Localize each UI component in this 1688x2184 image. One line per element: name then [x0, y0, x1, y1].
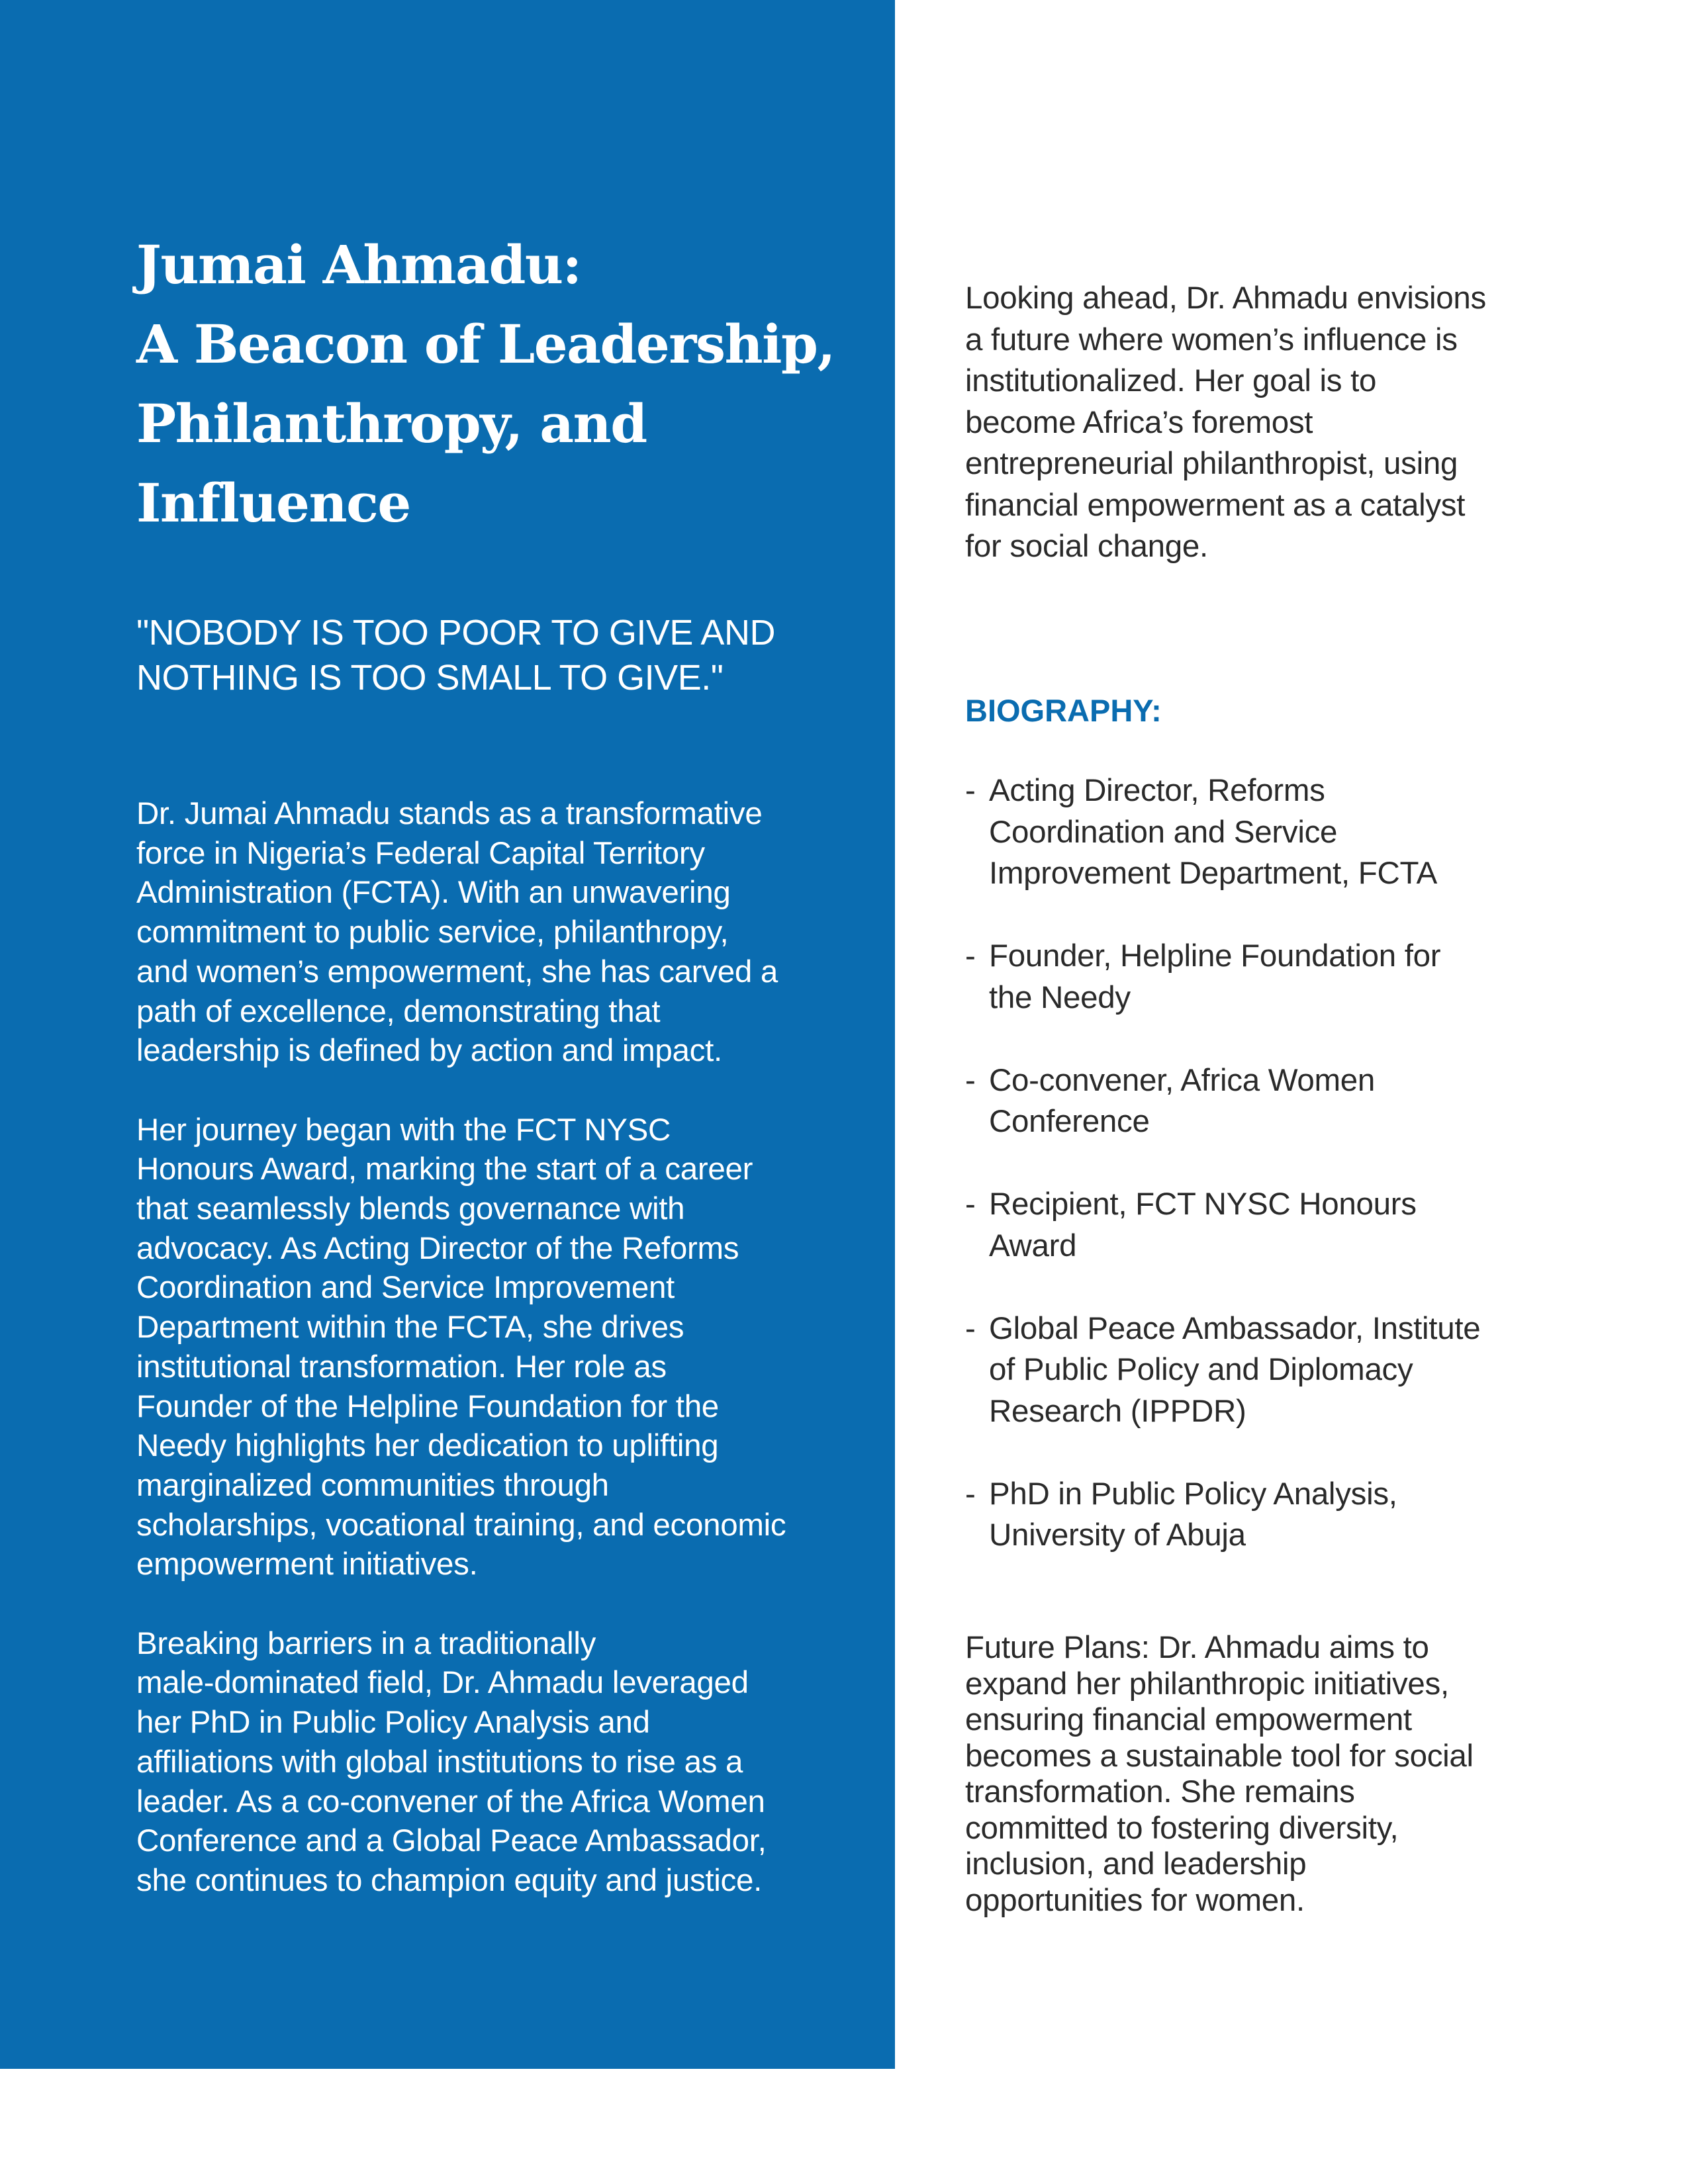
text-line: and women’s empowerment, she has carved a: [136, 954, 778, 989]
text-line: institutionalized. Her goal is to: [965, 363, 1377, 398]
text-line: Coordination and Service: [989, 814, 1338, 850]
text-line: Administration (FCTA). With an unwavering: [136, 875, 731, 911]
text-line: force in Nigeria’s Federal Capital Territory: [136, 835, 705, 871]
text-line: Global Peace Ambassador, Institute: [989, 1310, 1481, 1346]
quote-line: NOTHING IS TOO SMALL TO GIVE.": [136, 658, 724, 698]
text-line: PhD in Public Policy Analysis,: [989, 1476, 1397, 1512]
vision-paragraph: [965, 278, 1660, 568]
text-line: become Africa’s foremost: [965, 404, 1313, 440]
intro-paragraph: [136, 794, 878, 1071]
text-line: advocacy. As Acting Director of the Reforms: [136, 1230, 739, 1266]
text-line: of Public Policy and Diplomacy: [989, 1352, 1413, 1387]
text-line: Acting Director, Reforms: [989, 773, 1325, 808]
text-line: Coordination and Service Improvement: [136, 1270, 675, 1306]
text-line: Department within the FCTA, she drives: [136, 1310, 684, 1345]
list-dash: -: [965, 1062, 976, 1098]
biography-item: [965, 936, 1667, 1019]
biography-item: [965, 1060, 1667, 1143]
title-line: A Beacon of Leadership,: [136, 313, 835, 375]
text-line: scholarships, vocational training, and economic: [136, 1507, 786, 1543]
biography-item: [965, 1308, 1667, 1433]
text-line: Co-convener, Africa Women: [989, 1062, 1376, 1098]
quote-line: "NOBODY IS TOO POOR TO GIVE AND: [136, 613, 775, 653]
text-line: path of excellence, demonstrating that: [136, 993, 661, 1029]
text-line: Dr. Jumai Ahmadu stands as a transformative: [136, 796, 763, 831]
text-line: commitment to public service, philanthropy,: [136, 915, 729, 950]
text-line: leadership is defined by action and impact.: [136, 1033, 722, 1069]
text-line: Her journey began with the FCT NYSC: [136, 1112, 671, 1148]
text-line: University of Abuja: [989, 1518, 1246, 1553]
biography-item: [965, 1184, 1667, 1267]
journey-paragraph: [136, 1111, 878, 1584]
text-line: Improvement Department, FCTA: [989, 856, 1438, 891]
list-dash: -: [965, 773, 976, 808]
text-line: empowerment initiatives.: [136, 1547, 478, 1582]
text-line: Needy highlights her dedication to uplifting: [136, 1428, 719, 1464]
text-line: the Needy: [989, 979, 1131, 1015]
text-line: Research (IPPDR): [989, 1393, 1246, 1429]
text-line: she continues to champion equity and justice.: [136, 1862, 763, 1898]
list-dash: -: [965, 1187, 976, 1222]
list-dash: -: [965, 1476, 976, 1512]
text-line: becomes a sustainable tool for social: [965, 1738, 1474, 1774]
text-line: Looking ahead, Dr. Ahmadu envisions: [965, 281, 1486, 316]
pull-quote: [136, 610, 878, 700]
text-line: for social change.: [965, 529, 1208, 564]
text-line: Recipient, FCT NYSC Honours: [989, 1187, 1417, 1222]
text-line: male-dominated field, Dr. Ahmadu leveraged: [136, 1665, 749, 1701]
text-line: leader. As a co-convener of the Africa Women: [136, 1784, 765, 1819]
text-line: financial empowerment as a catalyst: [965, 487, 1466, 523]
text-line: transformation. She remains: [965, 1774, 1355, 1809]
text-line: Breaking barriers in a traditionally: [136, 1625, 596, 1661]
biography-heading: BIOGRAPHY:: [965, 693, 1162, 728]
text-line: expand her philanthropic initiatives,: [965, 1666, 1449, 1702]
text-line: committed to fostering diversity,: [965, 1810, 1399, 1846]
text-line: that seamlessly blends governance with: [136, 1191, 685, 1227]
text-line: Founder of the Helpline Foundation for the: [136, 1388, 719, 1424]
text-line: entrepreneurial philanthropist, using: [965, 446, 1458, 481]
biography-item: [965, 770, 1667, 895]
text-line: marginalized communities through: [136, 1467, 609, 1503]
biography-item: [965, 1474, 1667, 1557]
text-line: Award: [989, 1228, 1077, 1263]
title-line: Influence: [136, 472, 410, 534]
list-dash: -: [965, 938, 976, 974]
future-plans-paragraph: [965, 1630, 1667, 1919]
left-body-text: [136, 794, 878, 1940]
list-dash: -: [965, 1310, 976, 1346]
title-line: Philanthropy, and: [136, 392, 647, 455]
text-line: Founder, Helpline Foundation for: [989, 938, 1441, 974]
text-line: institutional transformation. Her role as: [136, 1349, 667, 1385]
text-line: Honours Award, marking the start of a career: [136, 1152, 753, 1187]
text-line: ensuring financial empowerment: [965, 1702, 1412, 1737]
text-line: opportunities for women.: [965, 1882, 1305, 1918]
text-line: Conference: [989, 1104, 1150, 1139]
text-line: her PhD in Public Policy Analysis and: [136, 1705, 650, 1741]
title-line: Jumai Ahmadu:: [136, 234, 581, 296]
text-line: a future where women’s influence is: [965, 322, 1458, 357]
text-line: affiliations with global institutions to rise as a: [136, 1744, 743, 1780]
text-line: Conference and a Global Peace Ambassador,: [136, 1823, 767, 1859]
text-line: inclusion, and leadership: [965, 1846, 1307, 1882]
article-title: [136, 225, 878, 543]
biography-list: [965, 770, 1667, 1598]
barriers-paragraph: [136, 1624, 878, 1901]
text-line: Future Plans: Dr. Ahmadu aims to: [965, 1630, 1429, 1665]
